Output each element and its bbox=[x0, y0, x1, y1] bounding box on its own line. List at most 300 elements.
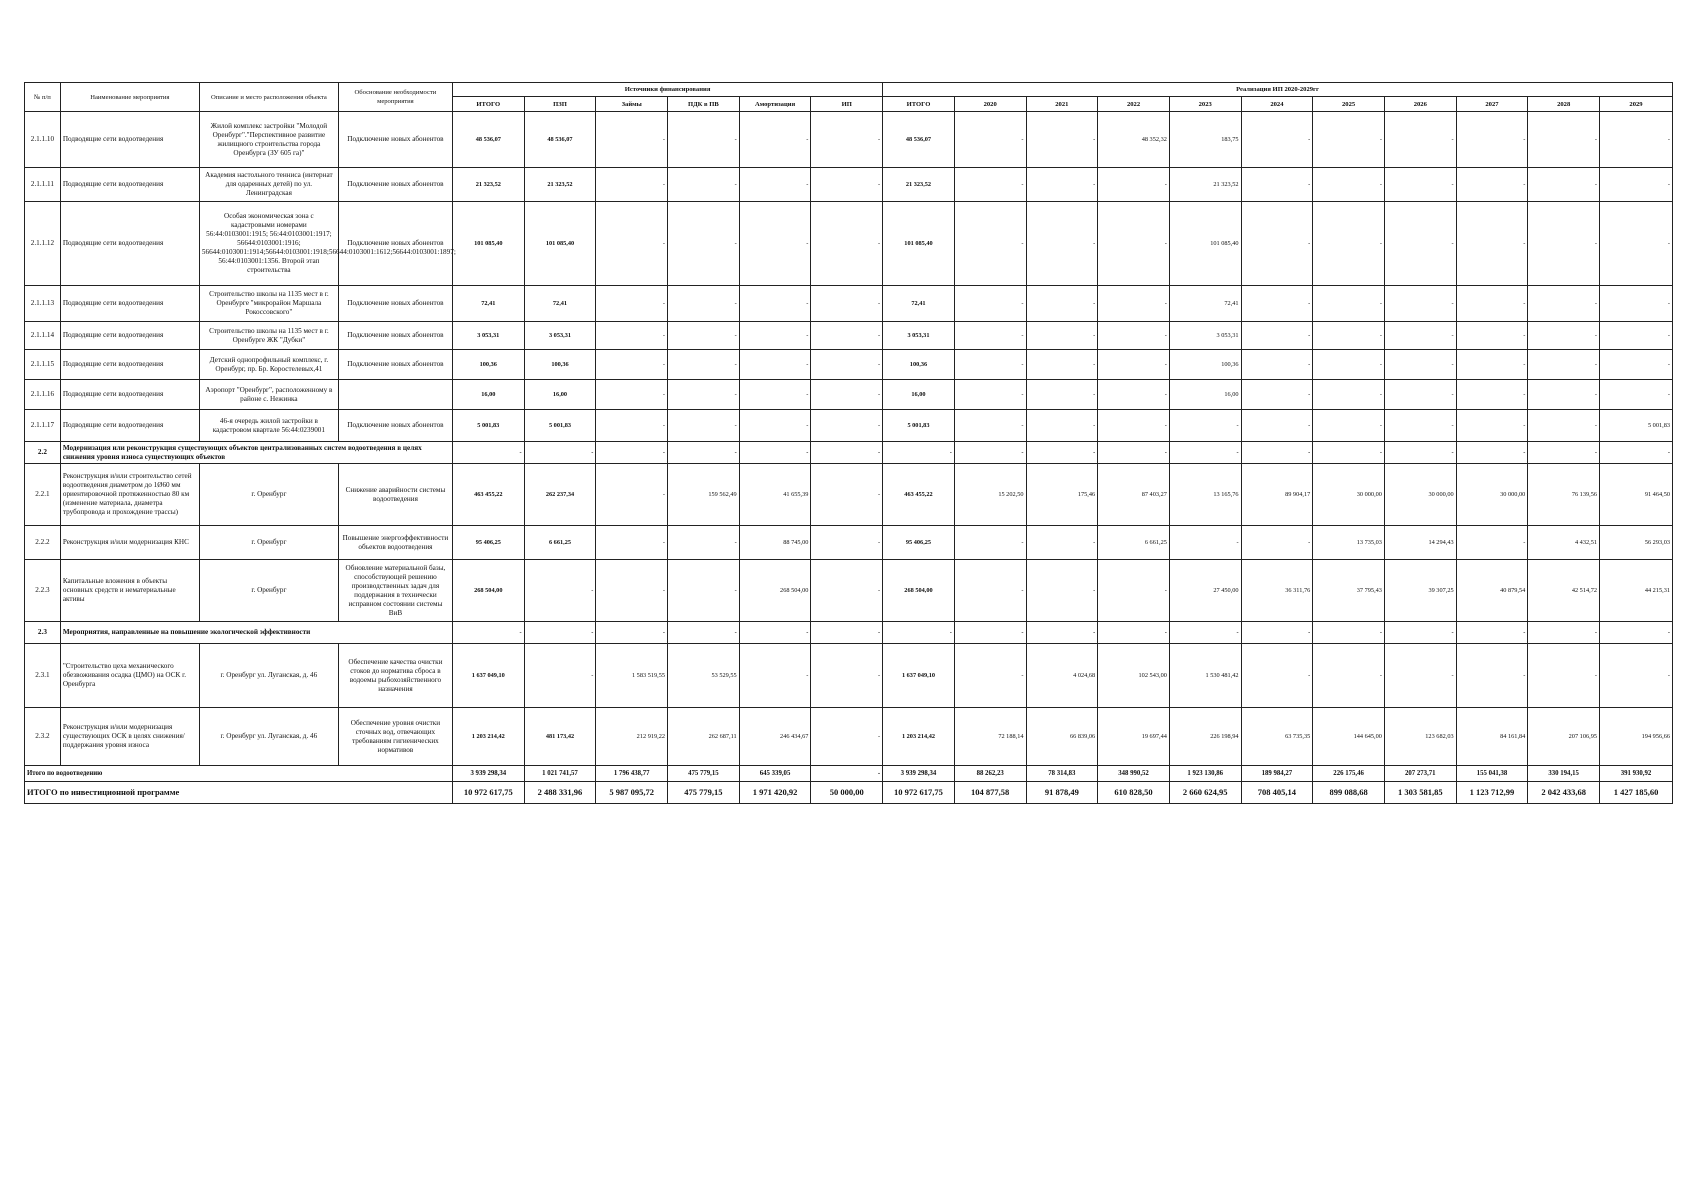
value-cell: - bbox=[1026, 322, 1098, 350]
value-cell: 100,36 bbox=[524, 350, 596, 380]
value-cell: - bbox=[1241, 168, 1313, 202]
value-cell: - bbox=[1241, 442, 1313, 464]
value-cell: - bbox=[1241, 526, 1313, 560]
value-cell: 101 085,40 bbox=[1169, 202, 1241, 286]
value-cell: - bbox=[1384, 350, 1456, 380]
value-cell: 13 165,76 bbox=[1169, 464, 1241, 526]
value-cell: 30 000,00 bbox=[1456, 464, 1528, 526]
value-cell: 36 311,76 bbox=[1241, 560, 1313, 622]
table-row bbox=[25, 112, 1673, 168]
value-cell: - bbox=[1528, 442, 1600, 464]
value-cell: 21 323,52 bbox=[524, 168, 596, 202]
header-funding-col: Амортизация bbox=[739, 97, 811, 112]
value-cell: 89 904,17 bbox=[1241, 464, 1313, 526]
table-row bbox=[25, 322, 1673, 350]
value-cell: - bbox=[596, 168, 668, 202]
value-cell: 6 661,25 bbox=[524, 526, 596, 560]
row-desc: г. Оренбург bbox=[199, 464, 338, 526]
value-cell: - bbox=[811, 202, 883, 286]
value-cell: - bbox=[1241, 622, 1313, 644]
value-cell: 3 053,31 bbox=[883, 322, 955, 350]
value-cell: 42 514,72 bbox=[1528, 560, 1600, 622]
row-desc: Детский однопрофильный комплекс, г. Оренбург, пр. Бр. Коростелевых,41 bbox=[199, 350, 338, 380]
investment-program-table bbox=[24, 82, 1673, 804]
value-cell: 72 188,14 bbox=[954, 708, 1026, 766]
value-cell: - bbox=[1384, 410, 1456, 442]
value-cell: - bbox=[1026, 410, 1098, 442]
table-row bbox=[25, 168, 1673, 202]
value-cell: - bbox=[954, 202, 1026, 286]
value-cell: - bbox=[1313, 112, 1385, 168]
value-cell: - bbox=[954, 350, 1026, 380]
value-cell: 53 529,55 bbox=[668, 644, 740, 708]
value-cell: - bbox=[954, 442, 1026, 464]
value-cell: - bbox=[1313, 622, 1385, 644]
row-desc: Жилой комплекс застройки "Молодой Оренбург"."Перспективное развитие жилищного строительства города Оренбурга (ЗУ 605 га)" bbox=[199, 112, 338, 168]
value-cell: 262 687,11 bbox=[668, 708, 740, 766]
value-cell: - bbox=[596, 286, 668, 322]
value-cell: 48 536,07 bbox=[524, 112, 596, 168]
row-num: 2.1.1.11 bbox=[25, 168, 61, 202]
total-value-cell: 2 488 331,96 bbox=[524, 782, 596, 804]
value-cell: - bbox=[739, 410, 811, 442]
header-name: Наименование мероприятия bbox=[60, 83, 199, 112]
value-cell: - bbox=[1528, 622, 1600, 644]
value-cell: - bbox=[1169, 410, 1241, 442]
row-desc: Строительство школы на 1135 мест в г. Оренбурге ЖК "Дубки" bbox=[199, 322, 338, 350]
value-cell: 72,41 bbox=[524, 286, 596, 322]
row-num: 2.2.3 bbox=[25, 560, 61, 622]
value-cell: 76 139,56 bbox=[1528, 464, 1600, 526]
value-cell: - bbox=[954, 526, 1026, 560]
value-cell: 159 562,49 bbox=[668, 464, 740, 526]
row-num: 2.1.1.15 bbox=[25, 350, 61, 380]
row-desc: Особая экономическая зона с кадастровыми номерами 56:44:0103001:1915; 56:44:0103001:1917; 56644:0103001:1916; 56644:0103001:1914;56644:0103001:1918;56644:0103001:1612;56644:0103001:1897; 56:44:0103001:1356. Второй этап строительства bbox=[199, 202, 338, 286]
value-cell: - bbox=[1169, 526, 1241, 560]
header-impl-col: 2029 bbox=[1600, 97, 1673, 112]
value-cell: - bbox=[1241, 350, 1313, 380]
value-cell: - bbox=[1384, 644, 1456, 708]
row-justify: Повышение энергоэффективности объектов водоотведения bbox=[338, 526, 452, 560]
value-cell: - bbox=[1098, 350, 1170, 380]
total-value-cell: 2 042 433,68 bbox=[1528, 782, 1600, 804]
value-cell: 41 655,39 bbox=[739, 464, 811, 526]
value-cell: - bbox=[1528, 112, 1600, 168]
total-value-cell: 610 828,50 bbox=[1098, 782, 1170, 804]
value-cell: - bbox=[1384, 112, 1456, 168]
row-justify: Снижение аварийности системы водоотведения bbox=[338, 464, 452, 526]
value-cell: - bbox=[452, 442, 524, 464]
value-cell: 72,41 bbox=[883, 286, 955, 322]
value-cell: - bbox=[596, 202, 668, 286]
value-cell: 3 053,31 bbox=[524, 322, 596, 350]
header-funding-col: ИП bbox=[811, 97, 883, 112]
table-row bbox=[25, 380, 1673, 410]
value-cell: - bbox=[1026, 526, 1098, 560]
row-desc: 46-я очередь жилой застройки в кадастровом квартале 56:44:0239001 bbox=[199, 410, 338, 442]
header-impl-col: 2020 bbox=[954, 97, 1026, 112]
value-cell: - bbox=[1098, 622, 1170, 644]
value-cell: - bbox=[1528, 322, 1600, 350]
value-cell: - bbox=[1313, 350, 1385, 380]
value-cell: 268 504,00 bbox=[739, 560, 811, 622]
value-cell: - bbox=[811, 708, 883, 766]
total-value-cell: 1 123 712,99 bbox=[1456, 782, 1528, 804]
value-cell: - bbox=[811, 622, 883, 644]
value-cell: 144 645,00 bbox=[1313, 708, 1385, 766]
value-cell: 39 307,25 bbox=[1384, 560, 1456, 622]
value-cell: - bbox=[1528, 410, 1600, 442]
value-cell: - bbox=[739, 286, 811, 322]
section-row bbox=[25, 622, 1673, 644]
value-cell: - bbox=[811, 644, 883, 708]
value-cell: 5 001,83 bbox=[883, 410, 955, 442]
value-cell: 21 323,52 bbox=[1169, 168, 1241, 202]
total-value-cell: 5 987 095,72 bbox=[596, 782, 668, 804]
total-value-cell: 207 273,71 bbox=[1384, 766, 1456, 782]
value-cell: - bbox=[1600, 622, 1673, 644]
row-num: 2.1.1.14 bbox=[25, 322, 61, 350]
total-value-cell: 91 878,49 bbox=[1026, 782, 1098, 804]
value-cell: - bbox=[524, 442, 596, 464]
value-cell: - bbox=[1456, 442, 1528, 464]
total-value-cell: 50 000,00 bbox=[811, 782, 883, 804]
row-justify: Обновление материальной базы, способствующей решению производственных задач для поддержания в технически исправном состоянии системы ВиВ bbox=[338, 560, 452, 622]
value-cell: - bbox=[739, 168, 811, 202]
value-cell: - bbox=[1528, 168, 1600, 202]
value-cell: 4 024,68 bbox=[1026, 644, 1098, 708]
value-cell: - bbox=[1384, 168, 1456, 202]
total-value-cell: 391 930,92 bbox=[1600, 766, 1673, 782]
value-cell: 1 203 214,42 bbox=[883, 708, 955, 766]
value-cell: - bbox=[954, 112, 1026, 168]
value-cell: - bbox=[739, 202, 811, 286]
header-funding-col: ПДК в ПВ bbox=[668, 97, 740, 112]
value-cell: - bbox=[668, 622, 740, 644]
value-cell: - bbox=[524, 644, 596, 708]
value-cell: - bbox=[596, 410, 668, 442]
value-cell: - bbox=[1026, 286, 1098, 322]
value-cell: - bbox=[524, 560, 596, 622]
row-num: 2.1.1.13 bbox=[25, 286, 61, 322]
value-cell: - bbox=[739, 644, 811, 708]
value-cell: - bbox=[1528, 644, 1600, 708]
value-cell: 268 504,00 bbox=[452, 560, 524, 622]
header-num: № п/п bbox=[25, 83, 61, 112]
row-justify bbox=[338, 380, 452, 410]
header-justify: Обоснование необходимости мероприятия bbox=[338, 83, 452, 112]
header-impl-col: ИТОГО bbox=[883, 97, 955, 112]
value-cell: - bbox=[596, 380, 668, 410]
value-cell: - bbox=[1600, 112, 1673, 168]
value-cell: - bbox=[1456, 350, 1528, 380]
value-cell: - bbox=[1456, 644, 1528, 708]
header-impl-col: 2025 bbox=[1313, 97, 1385, 112]
value-cell: - bbox=[1169, 442, 1241, 464]
value-cell: - bbox=[1169, 622, 1241, 644]
value-cell: 262 237,34 bbox=[524, 464, 596, 526]
total-value-cell: 78 314,83 bbox=[1026, 766, 1098, 782]
header-impl-col: 2023 bbox=[1169, 97, 1241, 112]
value-cell: - bbox=[954, 410, 1026, 442]
value-cell: 48 352,32 bbox=[1098, 112, 1170, 168]
value-cell: - bbox=[954, 322, 1026, 350]
value-cell: 37 795,43 bbox=[1313, 560, 1385, 622]
total-label: ИТОГО по инвестиционной программе bbox=[25, 782, 453, 804]
total-value-cell: 226 175,46 bbox=[1313, 766, 1385, 782]
value-cell: 1 637 049,10 bbox=[883, 644, 955, 708]
total-value-cell: 330 194,15 bbox=[1528, 766, 1600, 782]
total-value-cell: 1 427 185,60 bbox=[1600, 782, 1673, 804]
value-cell: - bbox=[1384, 286, 1456, 322]
value-cell: - bbox=[1600, 202, 1673, 286]
value-cell: 175,46 bbox=[1026, 464, 1098, 526]
value-cell: 27 450,00 bbox=[1169, 560, 1241, 622]
value-cell: 91 464,50 bbox=[1600, 464, 1673, 526]
section-row bbox=[25, 442, 1673, 464]
value-cell: 30 000,00 bbox=[1313, 464, 1385, 526]
value-cell: - bbox=[811, 112, 883, 168]
value-cell: - bbox=[668, 202, 740, 286]
section-num: 2.2 bbox=[25, 442, 61, 464]
value-cell: - bbox=[1241, 286, 1313, 322]
value-cell: - bbox=[1313, 442, 1385, 464]
value-cell: 30 000,00 bbox=[1384, 464, 1456, 526]
value-cell: 88 745,00 bbox=[739, 526, 811, 560]
value-cell: 183,75 bbox=[1169, 112, 1241, 168]
total-value-cell: 2 660 624,95 bbox=[1169, 782, 1241, 804]
value-cell: - bbox=[1098, 322, 1170, 350]
value-cell: 226 198,94 bbox=[1169, 708, 1241, 766]
value-cell: - bbox=[811, 350, 883, 380]
table-row bbox=[25, 644, 1673, 708]
value-cell: 21 323,52 bbox=[452, 168, 524, 202]
row-desc: г. Оренбург ул. Луганская, д. 46 bbox=[199, 644, 338, 708]
value-cell: - bbox=[811, 410, 883, 442]
total-value-cell: 104 877,58 bbox=[954, 782, 1026, 804]
total-value-cell: 1 303 581,85 bbox=[1384, 782, 1456, 804]
header-funding-col: ИТОГО bbox=[452, 97, 524, 112]
value-cell: - bbox=[811, 526, 883, 560]
total-value-cell: 10 972 617,75 bbox=[452, 782, 524, 804]
value-cell: - bbox=[1241, 644, 1313, 708]
value-cell: 101 085,40 bbox=[883, 202, 955, 286]
value-cell: - bbox=[596, 526, 668, 560]
value-cell: - bbox=[954, 168, 1026, 202]
value-cell: - bbox=[596, 112, 668, 168]
value-cell: - bbox=[1026, 112, 1098, 168]
row-name: Подводящие сети водоотведения bbox=[60, 322, 199, 350]
value-cell: - bbox=[1600, 168, 1673, 202]
value-cell: - bbox=[668, 526, 740, 560]
value-cell: - bbox=[811, 168, 883, 202]
value-cell: 1 203 214,42 bbox=[452, 708, 524, 766]
value-cell: - bbox=[1384, 380, 1456, 410]
value-cell: 246 434,67 bbox=[739, 708, 811, 766]
value-cell: 5 001,83 bbox=[452, 410, 524, 442]
row-justify: Подключение новых абонентов bbox=[338, 410, 452, 442]
row-desc: Строительство школы на 1135 мест в г. Оренбурге "микрорайон Маршала Рокоссовского" bbox=[199, 286, 338, 322]
value-cell: - bbox=[811, 442, 883, 464]
value-cell: 463 455,22 bbox=[883, 464, 955, 526]
total-value-cell: 708 405,14 bbox=[1241, 782, 1313, 804]
value-cell: - bbox=[1456, 526, 1528, 560]
value-cell: 3 053,31 bbox=[1169, 322, 1241, 350]
row-name: Подводящие сети водоотведения bbox=[60, 168, 199, 202]
value-cell: - bbox=[668, 442, 740, 464]
value-cell: - bbox=[1456, 322, 1528, 350]
row-name: "Строительство цеха механического обезвоживания осадка (ЦМО) на ОСК г. Оренбурга bbox=[60, 644, 199, 708]
total-label: Итого по водоотведению bbox=[25, 766, 453, 782]
total-value-cell: 475 779,15 bbox=[668, 782, 740, 804]
row-name: Подводящие сети водоотведения bbox=[60, 202, 199, 286]
row-justify: Подключение новых абонентов bbox=[338, 168, 452, 202]
value-cell: - bbox=[1456, 112, 1528, 168]
value-cell: - bbox=[1026, 442, 1098, 464]
value-cell: - bbox=[1600, 286, 1673, 322]
value-cell: 48 536,07 bbox=[883, 112, 955, 168]
header-desc: Описание и место расположения объекта bbox=[199, 83, 338, 112]
header-impl-col: 2026 bbox=[1384, 97, 1456, 112]
row-name: Подводящие сети водоотведения bbox=[60, 112, 199, 168]
row-num: 2.3.1 bbox=[25, 644, 61, 708]
value-cell: - bbox=[1313, 322, 1385, 350]
value-cell: - bbox=[1456, 622, 1528, 644]
value-cell: - bbox=[1313, 286, 1385, 322]
row-desc: г. Оренбург bbox=[199, 560, 338, 622]
table-row bbox=[25, 286, 1673, 322]
total-value-cell: 155 041,38 bbox=[1456, 766, 1528, 782]
value-cell: 13 735,03 bbox=[1313, 526, 1385, 560]
value-cell: - bbox=[1528, 286, 1600, 322]
value-cell: - bbox=[1384, 202, 1456, 286]
value-cell: - bbox=[954, 622, 1026, 644]
row-num: 2.1.1.16 bbox=[25, 380, 61, 410]
value-cell: - bbox=[1456, 380, 1528, 410]
value-cell: 207 106,95 bbox=[1528, 708, 1600, 766]
investment-program-table-sheet bbox=[24, 82, 1673, 804]
value-cell: - bbox=[1456, 410, 1528, 442]
subtotal-row bbox=[25, 766, 1673, 782]
value-cell: 463 455,22 bbox=[452, 464, 524, 526]
row-justify: Обеспечение уровня очистки сточных вод, отвечающих требованиям гигиенических нормативов bbox=[338, 708, 452, 766]
row-justify: Подключение новых абонентов bbox=[338, 202, 452, 286]
value-cell: - bbox=[1313, 380, 1385, 410]
value-cell: - bbox=[1313, 168, 1385, 202]
value-cell: - bbox=[1026, 350, 1098, 380]
row-justify: Подключение новых абонентов bbox=[338, 322, 452, 350]
value-cell: - bbox=[596, 350, 668, 380]
row-name: Подводящие сети водоотведения bbox=[60, 380, 199, 410]
value-cell: 19 697,44 bbox=[1098, 708, 1170, 766]
row-name: Подводящие сети водоотведения bbox=[60, 350, 199, 380]
value-cell: 123 682,03 bbox=[1384, 708, 1456, 766]
value-cell: - bbox=[668, 380, 740, 410]
section-title: Мероприятия, направленные на повышение экологической эффективности bbox=[60, 622, 452, 644]
value-cell: - bbox=[954, 644, 1026, 708]
value-cell: - bbox=[739, 322, 811, 350]
value-cell: 268 504,00 bbox=[883, 560, 955, 622]
value-cell: - bbox=[668, 350, 740, 380]
value-cell: 6 661,25 bbox=[1098, 526, 1170, 560]
value-cell: - bbox=[1026, 168, 1098, 202]
value-cell: - bbox=[811, 322, 883, 350]
row-desc: Аэропорт "Оренбург", расположенному в районе с. Нежинка bbox=[199, 380, 338, 410]
value-cell: 72,41 bbox=[1169, 286, 1241, 322]
value-cell: 48 536,07 bbox=[452, 112, 524, 168]
row-name: Капитальные вложения в объекты основных средств и нематериальные активы bbox=[60, 560, 199, 622]
value-cell: - bbox=[1241, 112, 1313, 168]
value-cell: - bbox=[524, 622, 596, 644]
total-value-cell: 1 923 130,86 bbox=[1169, 766, 1241, 782]
value-cell: 1 530 481,42 bbox=[1169, 644, 1241, 708]
value-cell: - bbox=[1313, 644, 1385, 708]
value-cell: - bbox=[1313, 410, 1385, 442]
value-cell: 4 432,51 bbox=[1528, 526, 1600, 560]
value-cell: - bbox=[1456, 168, 1528, 202]
value-cell: - bbox=[1098, 168, 1170, 202]
value-cell: - bbox=[1600, 380, 1673, 410]
section-title: Модернизация или реконструкция существующих объектов централизованных систем водоотведения в целях снижения уровня износа существующих объектов bbox=[60, 442, 452, 464]
row-name: Подводящие сети водоотведения bbox=[60, 410, 199, 442]
table-row bbox=[25, 350, 1673, 380]
value-cell: - bbox=[1456, 286, 1528, 322]
total-value-cell: 1 796 438,77 bbox=[596, 766, 668, 782]
section-num: 2.3 bbox=[25, 622, 61, 644]
value-cell: 5 001,83 bbox=[1600, 410, 1673, 442]
value-cell: - bbox=[596, 622, 668, 644]
value-cell: - bbox=[1241, 410, 1313, 442]
value-cell: 95 406,25 bbox=[883, 526, 955, 560]
value-cell: - bbox=[1026, 380, 1098, 410]
value-cell: 66 839,06 bbox=[1026, 708, 1098, 766]
value-cell: - bbox=[883, 442, 955, 464]
total-value-cell: 10 972 617,75 bbox=[883, 782, 955, 804]
value-cell: - bbox=[1098, 560, 1170, 622]
value-cell: - bbox=[883, 622, 955, 644]
total-value-cell: 899 088,68 bbox=[1313, 782, 1385, 804]
value-cell: 1 583 519,55 bbox=[596, 644, 668, 708]
row-name: Реконструкция и/или модернизация существующих ОСК в целях снижения/поддержания уровня износа bbox=[60, 708, 199, 766]
value-cell: - bbox=[1313, 202, 1385, 286]
row-justify: Подключение новых абонентов bbox=[338, 112, 452, 168]
row-desc: Академия настольного тенниса (интернат для одаренных детей) по ул. Ленинградская bbox=[199, 168, 338, 202]
value-cell: - bbox=[811, 464, 883, 526]
value-cell: - bbox=[1528, 380, 1600, 410]
value-cell: 481 173,42 bbox=[524, 708, 596, 766]
value-cell: 101 085,40 bbox=[452, 202, 524, 286]
value-cell: - bbox=[1528, 350, 1600, 380]
value-cell: 56 293,03 bbox=[1600, 526, 1673, 560]
value-cell: 95 406,25 bbox=[452, 526, 524, 560]
value-cell: - bbox=[1528, 202, 1600, 286]
value-cell: - bbox=[452, 622, 524, 644]
total-value-cell: 645 339,05 bbox=[739, 766, 811, 782]
value-cell: - bbox=[811, 286, 883, 322]
table-row bbox=[25, 560, 1673, 622]
total-value-cell: 348 990,52 bbox=[1098, 766, 1170, 782]
row-name: Реконструкция и/или модернизация КНС bbox=[60, 526, 199, 560]
value-cell: - bbox=[811, 560, 883, 622]
value-cell: - bbox=[668, 410, 740, 442]
value-cell: - bbox=[596, 560, 668, 622]
value-cell: 14 294,43 bbox=[1384, 526, 1456, 560]
header-impl-col: 2022 bbox=[1098, 97, 1170, 112]
value-cell: 16,00 bbox=[883, 380, 955, 410]
table-row bbox=[25, 464, 1673, 526]
row-justify: Обеспечение качества очистки стоков до норматива сброса в водоемы рыбохозяйственного назначения bbox=[338, 644, 452, 708]
value-cell: 84 161,84 bbox=[1456, 708, 1528, 766]
